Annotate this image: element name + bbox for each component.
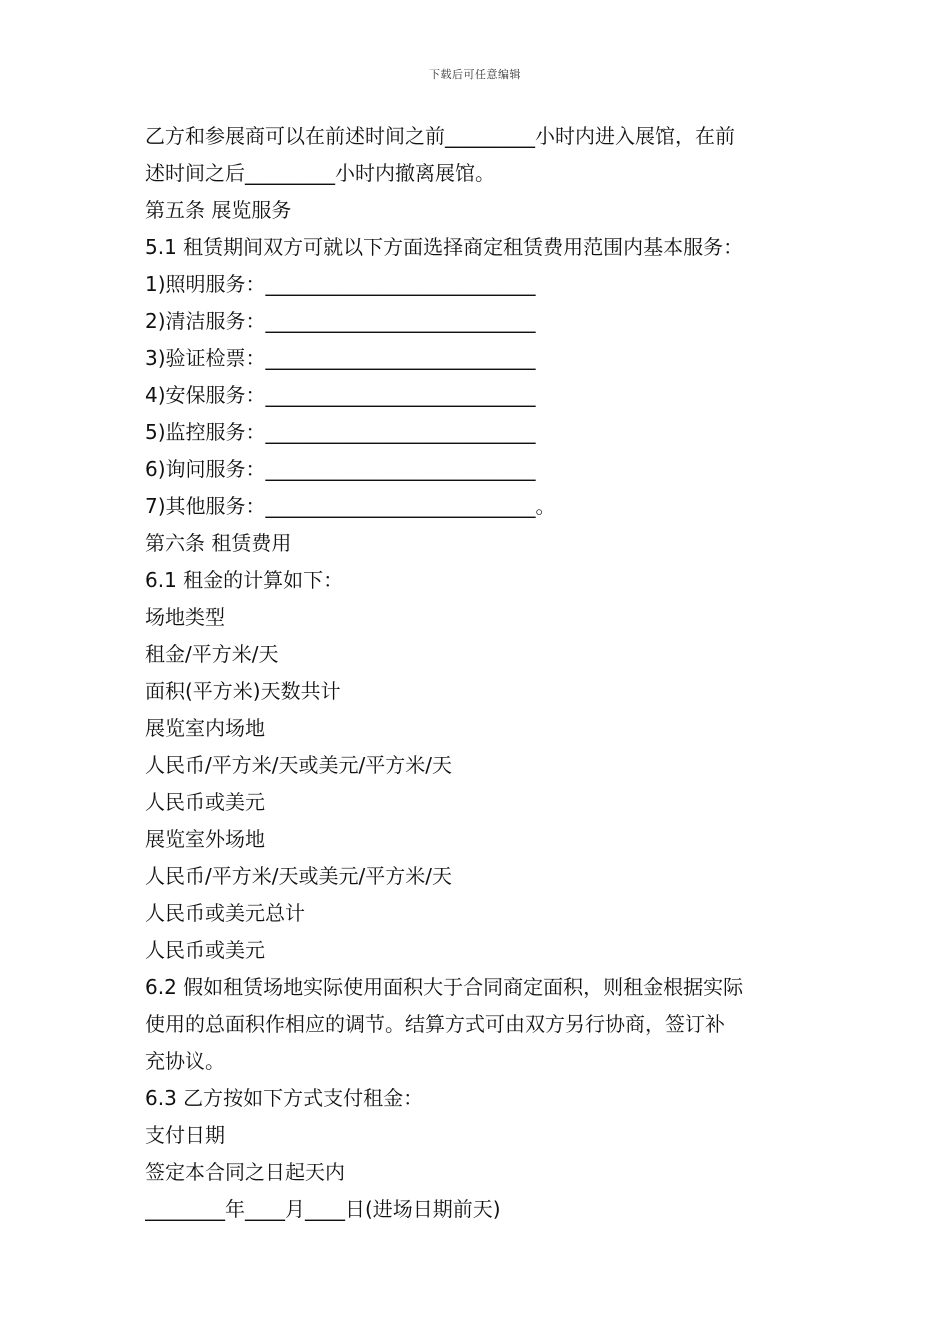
rent-table-line: 人民币/平方米/天或美元/平方米/天 [145, 864, 452, 888]
rent-table-line: 租金/平方米/天 [145, 642, 279, 666]
service-item: 2)清洁服务：___________________________ [145, 309, 536, 333]
paragraph-line: 充协议。 [145, 1049, 225, 1073]
page-header: 下载后可任意编辑 [429, 68, 521, 81]
rent-table-line: 场地类型 [145, 605, 225, 629]
paragraph-line: 乙方和参展商可以在前述时间之前_________小时内进入展馆，在前 [145, 124, 735, 148]
service-item: 1)照明服务：___________________________ [145, 272, 536, 296]
service-item: 4)安保服务：___________________________ [145, 383, 536, 407]
clause-line: 6.2 假如租赁场地实际使用面积大于合同商定面积，则租金根据实际 [145, 975, 744, 999]
paragraph-line: 述时间之后_________小时内撤离展馆。 [145, 161, 495, 185]
service-item: 6)询问服务：___________________________ [145, 457, 536, 481]
rent-table-line: 展览室外场地 [145, 827, 265, 851]
clause-line: 5.1 租赁期间双方可就以下方面选择商定租赁费用范围内基本服务： [145, 235, 744, 259]
rent-table-line: 人民币或美元 [145, 790, 265, 814]
section-heading: 第五条 展览服务 [145, 198, 292, 222]
rent-table-line: 展览室内场地 [145, 716, 265, 740]
payment-line: 支付日期 [145, 1123, 225, 1147]
clause-line: 6.3 乙方按如下方式支付租金： [145, 1086, 424, 1110]
clause-line: 6.1 租金的计算如下： [145, 568, 344, 592]
document-body [145, 118, 810, 1228]
service-item: 5)监控服务：___________________________ [145, 420, 536, 444]
service-item: 7)其他服务：___________________________。 [145, 494, 556, 518]
rent-table-line: 人民币/平方米/天或美元/平方米/天 [145, 753, 452, 777]
payment-line: ________年____月____日(进场日期前天) [145, 1197, 501, 1221]
rent-table-line: 人民币或美元 [145, 938, 265, 962]
rent-table-line: 面积(平方米)天数共计 [145, 679, 341, 703]
service-item: 3)验证检票：___________________________ [145, 346, 536, 370]
rent-table-line: 人民币或美元总计 [145, 901, 305, 925]
payment-line: 签定本合同之日起天内 [145, 1160, 345, 1184]
paragraph-line: 使用的总面积作相应的调节。结算方式可由双方另行协商，签订补 [145, 1012, 725, 1036]
section-heading: 第六条 租赁费用 [145, 531, 292, 555]
